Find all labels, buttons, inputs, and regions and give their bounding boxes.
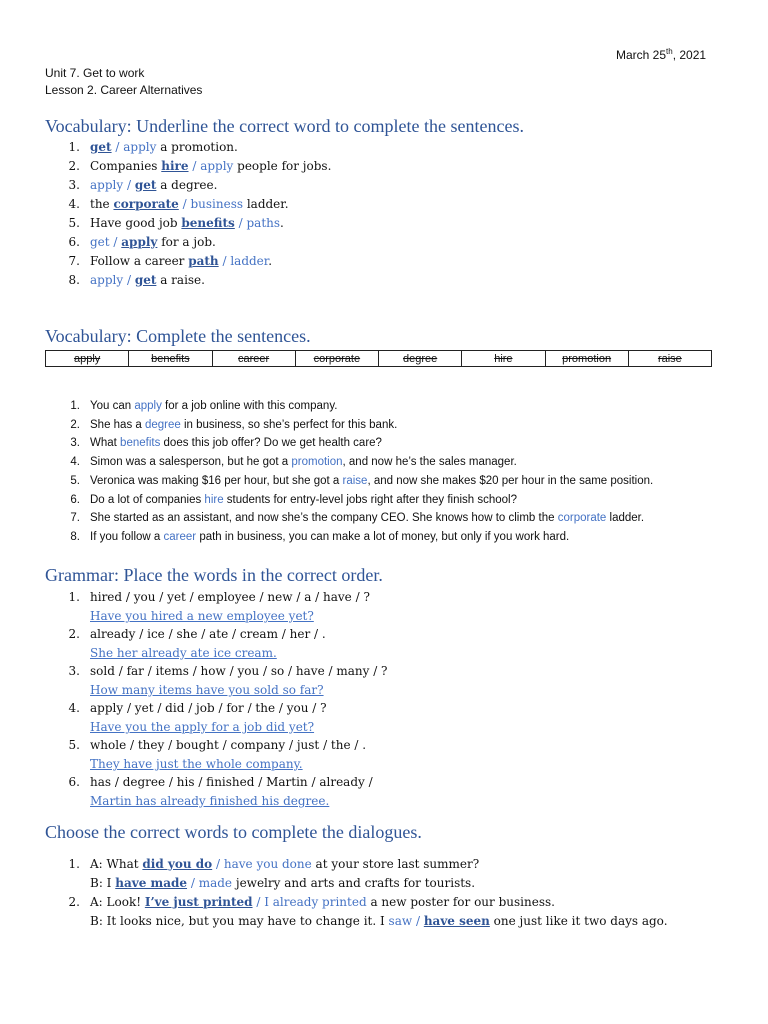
lesson-title: Lesson 2. Career Alternatives xyxy=(45,83,203,97)
word-bank-cell: career xyxy=(212,351,295,367)
sentence-prefix: Do a lot of companies xyxy=(90,493,205,506)
option-word: apply xyxy=(200,159,234,173)
section4-title: Choose the correct words to complete the dialogues. xyxy=(45,822,422,842)
slash-separator: / xyxy=(188,159,201,173)
word-bank-cell: degree xyxy=(379,351,462,367)
item-number: 7. xyxy=(68,254,80,268)
chosen-option: did you do xyxy=(142,857,213,871)
item-number: 6. xyxy=(70,493,80,506)
item-number: 2. xyxy=(70,418,80,431)
slash-separator: / xyxy=(218,254,231,268)
other-option: / have you done xyxy=(212,857,312,871)
item-text xyxy=(90,512,644,524)
item-text xyxy=(90,216,284,230)
answer-sentence: Have you the apply for a job did yet? xyxy=(90,720,315,734)
item-rest: for a job. xyxy=(157,235,216,249)
chosen-option: have made xyxy=(115,876,188,890)
filled-word: hire xyxy=(204,493,224,506)
item-rest: a raise. xyxy=(156,273,205,287)
chosen-option: I’ve just printed xyxy=(144,895,253,909)
item-text xyxy=(90,235,216,249)
sentence-suffix: ladder. xyxy=(606,512,645,525)
chosen-word: hire xyxy=(161,159,189,173)
section1-title: Vocabulary: Underline the correct word to complete the sentences. xyxy=(45,116,524,136)
scrambled-words: whole / they / bought / company / just / the / . xyxy=(90,738,367,752)
dialogue-line-a: A: What did you do / have you done at your store last summer? xyxy=(90,857,480,871)
chosen-word: apply xyxy=(121,235,158,249)
item-number: 5. xyxy=(68,216,80,230)
item-rest: people for jobs. xyxy=(233,159,332,173)
item-number: 5. xyxy=(68,738,80,752)
section3-title: Grammar: Place the words in the correct order. xyxy=(45,565,383,585)
slash-separator: / xyxy=(111,140,124,154)
item-prefix: Companies xyxy=(90,159,162,173)
sentence-suffix: does this job offer? Do we get health care? xyxy=(160,437,382,450)
sentence-suffix: students for entry-level jobs right after they finish school? xyxy=(223,493,518,506)
dialogue-line-b: B: It looks nice, but you may have to change it. I saw / have seen one just like it two days ago. xyxy=(90,914,668,928)
filled-word: corporate xyxy=(557,512,607,525)
item-number: 4. xyxy=(68,197,80,211)
chosen-option: have seen xyxy=(423,914,490,928)
dialogue-line-b: B: I have made / made jewelry and arts and crafts for tourists. xyxy=(90,876,476,890)
item-number: 4. xyxy=(68,701,80,715)
item-number: 1. xyxy=(68,140,80,154)
item-prefix: the xyxy=(90,197,114,211)
item-text xyxy=(90,140,238,154)
filled-word: promotion xyxy=(291,456,343,469)
slash-separator: / xyxy=(178,197,191,211)
item-text xyxy=(90,437,382,449)
answer-sentence: They have just the whole company. xyxy=(90,757,303,771)
item-number: 2. xyxy=(68,159,80,173)
item-text xyxy=(90,419,397,431)
option-word: business xyxy=(190,197,244,211)
word-bank-cell: apply xyxy=(46,351,129,367)
filled-word: benefits xyxy=(120,437,161,450)
option-word: apply xyxy=(90,178,124,192)
unit-title: Unit 7. Get to work xyxy=(45,66,145,80)
filled-word: career xyxy=(163,530,197,543)
item-number: 3. xyxy=(70,437,80,450)
item-number: 3. xyxy=(68,178,80,192)
item-number: 6. xyxy=(68,235,80,249)
filled-word: raise xyxy=(342,474,368,487)
item-number: 8. xyxy=(70,530,80,543)
other-option: / I already printed xyxy=(252,895,367,909)
item-rest: a promotion. xyxy=(156,140,238,154)
item-number: 8. xyxy=(68,273,80,287)
scrambled-words: sold / far / items / how / you / so / have / many / ? xyxy=(90,664,388,678)
item-number: 3. xyxy=(68,664,80,678)
chosen-word: get xyxy=(134,178,157,192)
slash-separator: / xyxy=(109,235,122,249)
item-text xyxy=(90,159,331,173)
chosen-word: get xyxy=(134,273,157,287)
item-number: 7. xyxy=(70,512,80,525)
option-word: apply xyxy=(123,140,157,154)
filled-word: apply xyxy=(134,400,162,412)
item-rest: . xyxy=(280,216,284,230)
item-text xyxy=(90,178,217,192)
scrambled-words: already / ice / she / ate / cream / her / . xyxy=(90,627,326,641)
word-bank-cell: promotion xyxy=(545,351,628,367)
item-prefix: Have good job xyxy=(90,216,182,230)
section2-title: Vocabulary: Complete the sentences. xyxy=(45,326,311,346)
filled-word: degree xyxy=(144,418,181,431)
sentence-suffix: , and now she makes $20 per hour in the same position. xyxy=(367,474,654,487)
chosen-word: get xyxy=(90,140,112,154)
word-bank-cell: hire xyxy=(462,351,545,367)
chosen-word: path xyxy=(188,254,219,268)
scrambled-words: has / degree / his / finished / Martin / already / xyxy=(90,775,373,789)
sentence-prefix: If you follow a xyxy=(90,530,164,543)
answer-sentence: Have you hired a new employee yet? xyxy=(90,609,314,623)
option-word: ladder xyxy=(230,254,269,268)
answer-sentence: How many items have you sold so far? xyxy=(90,683,324,697)
sentence-prefix: Veronica was making $16 per hour, but she got a xyxy=(90,474,343,487)
sentence-prefix: What xyxy=(90,437,121,450)
chosen-word: corporate xyxy=(113,197,179,211)
sentence-suffix: in business, so she’s perfect for this bank. xyxy=(180,418,398,431)
word-bank xyxy=(45,350,712,367)
word-bank-cell: corporate xyxy=(295,351,378,367)
option-word: paths xyxy=(246,216,281,230)
item-prefix: Follow a career xyxy=(90,254,189,268)
item-number: 1. xyxy=(70,400,80,412)
item-text xyxy=(90,475,653,487)
answer-sentence: She her already ate ice cream. xyxy=(90,646,277,660)
chosen-word: benefits xyxy=(181,216,235,230)
other-option: saw xyxy=(388,914,413,928)
item-rest: ladder. xyxy=(243,197,289,211)
item-number: 6. xyxy=(68,775,80,789)
sentence-suffix: for a job online with this company. xyxy=(161,400,338,412)
item-text xyxy=(90,273,205,287)
item-text xyxy=(90,531,569,543)
item-text xyxy=(90,197,289,211)
answer-sentence: Martin has already finished his degree. xyxy=(90,794,330,808)
sentence-prefix: Simon was a salesperson, but he got a xyxy=(90,456,292,469)
item-rest: a degree. xyxy=(156,178,218,192)
item-number: 4. xyxy=(70,456,80,469)
item-text xyxy=(90,456,517,468)
dialogue-number: 1. xyxy=(68,857,80,871)
sentence-prefix: You can xyxy=(90,400,135,412)
sentence-prefix: She has a xyxy=(90,418,145,431)
scrambled-words: apply / yet / did / job / for / the / you / ? xyxy=(90,701,327,715)
document-date: March 25th, 2021 xyxy=(616,47,707,62)
item-number: 1. xyxy=(68,590,80,604)
option-word: apply xyxy=(90,273,124,287)
slash-separator: / xyxy=(123,273,135,287)
item-rest: . xyxy=(268,254,273,268)
word-bank-cell: raise xyxy=(628,351,711,367)
item-text xyxy=(90,400,337,412)
option-word: get xyxy=(90,235,110,249)
sentence-suffix: , and now he’s the sales manager. xyxy=(342,456,517,469)
scrambled-words: hired / you / yet / employee / new / a / have / ? xyxy=(90,590,370,604)
sentence-prefix: She started as an assistant, and now she’s the company CEO. She knows how to climb the xyxy=(90,512,558,525)
item-text xyxy=(90,254,272,268)
item-number: 2. xyxy=(68,627,80,641)
slash-separator: / xyxy=(123,178,135,192)
item-text xyxy=(90,494,517,506)
sentence-suffix: path in business, you can make a lot of money, but only if you work hard. xyxy=(196,530,570,543)
slash-separator: / xyxy=(234,216,247,230)
other-option: / made xyxy=(187,876,233,890)
word-bank-cell: benefits xyxy=(129,351,212,367)
item-number: 5. xyxy=(70,474,80,487)
dialogue-line-a: A: Look! I’ve just printed / I already printed a new poster for our business. xyxy=(90,895,555,909)
dialogue-number: 2. xyxy=(68,895,80,909)
